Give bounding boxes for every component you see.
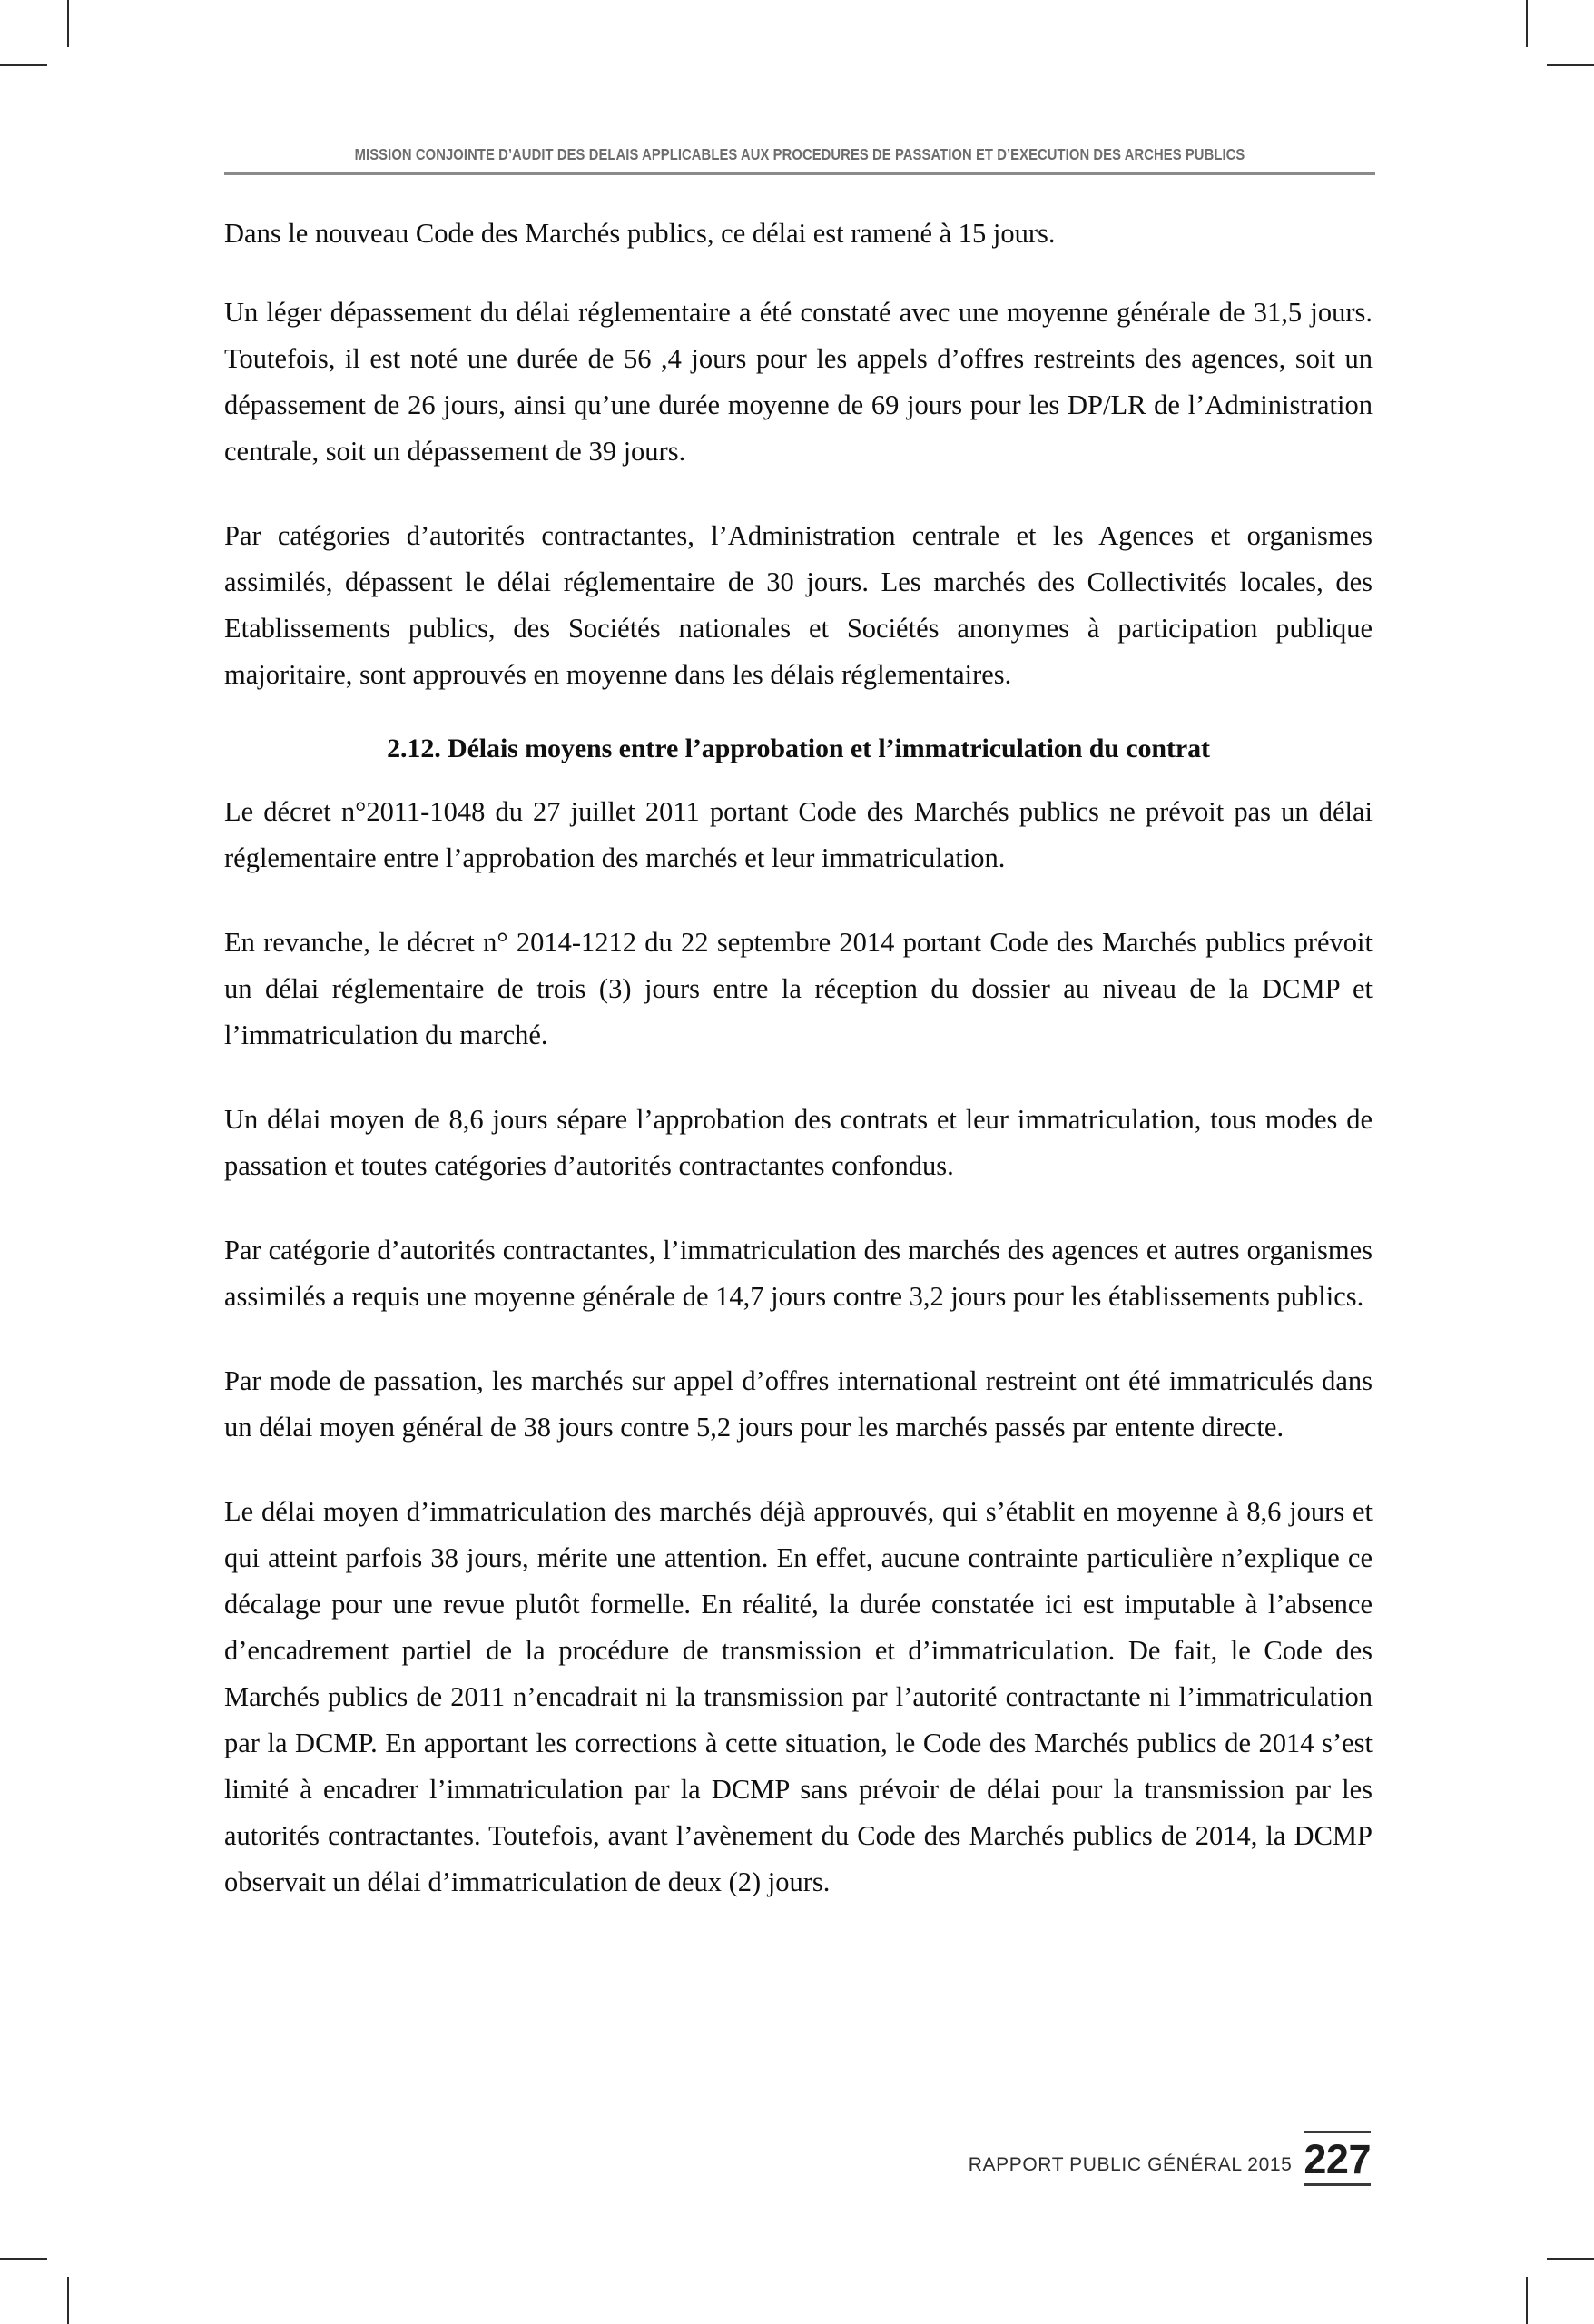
- running-header-text: MISSION CONJOINTE D’AUDIT DES DELAIS APPLICABLES AUX PROCEDURES DE PASSATION ET D’EXECUTION DES ARCHES PUBLICS: [354, 145, 1245, 163]
- crop-mark-top-left-horizontal: [0, 64, 47, 66]
- running-header: [224, 145, 1375, 175]
- paragraph-8: Par mode de passation, les marchés sur appel d’offres international restreint ont été immatriculés dans un délai moyen général de 38 jours contre 5,2 jours pour les marchés passés par entente directe.: [224, 1365, 1373, 1443]
- paragraph-3: Par catégories d’autorités contractantes, l’Administration centrale et les Agences et organismes assimilés, dépassent le délai réglementaire de 30 jours. Les marchés des Collectivités locales, des Etablissements publics, des Sociétés nationales et Sociétés anonymes à participation publique majoritaire, sont approuvés en moyenne dans les délais réglementaires.: [224, 520, 1373, 690]
- crop-mark-top-right-vertical: [1526, 0, 1528, 47]
- crop-mark-bottom-right-horizontal: [1547, 2258, 1594, 2260]
- crop-mark-bottom-left-vertical: [67, 2277, 69, 2324]
- footer-report-label: RAPPORT PUBLIC GÉNÉRAL 2015: [968, 2154, 1293, 2175]
- crop-mark-top-left-vertical: [67, 0, 69, 47]
- crop-mark-bottom-left-horizontal: [0, 2258, 47, 2260]
- paragraph-7: Par catégorie d’autorités contractantes, l’immatriculation des marchés des agences et autres organismes assimilés a requis une moyenne générale de 14,7 jours contre 3,2 jours pour les établissements publics.: [224, 1235, 1373, 1312]
- paragraph-2: Un léger dépassement du délai réglementaire a été constaté avec une moyenne générale de 31,5 jours. Toutefois, il est noté une durée de 56 ,4 jours pour les appels d’offres restreints des agences, soit un dépassement de 26 jours, ainsi qu’une durée moyenne de 69 jours pour les DP/LR de l’Administration centrale, soit un dépassement de 39 jours.: [224, 297, 1373, 467]
- paragraph-4: Le décret n°2011-1048 du 27 juillet 2011 portant Code des Marchés publics ne prévoit pas un délai réglementaire entre l’approbation des marchés et leur immatriculation.: [224, 796, 1373, 873]
- page-body: [224, 211, 1373, 1932]
- paragraph-9: Le délai moyen d’immatriculation des marchés déjà approuvés, qui s’établit en moyenne à 8,6 jours et qui atteint parfois 38 jours, mérite une attention. En effet, aucune contrainte particulière n’explique ce décalage pour une revue plutôt formelle. En réalité, la durée constatée ici est imputable à l’absence d’encadrement partiel de la procédure de transmission et d’immatriculation. De fait, le Code des Marchés publics de 2011 n’encadrait ni la transmission par l’autorité contractante ni l’immatriculation par la DCMP. En apportant les corrections à cette situation, le Code des Marchés publics de 2014 s’est limité à encadrer l’immatriculation par la DCMP sans prévoir de délai pour la transmission par les autorités contractantes. Toutefois, avant l’avènement du Code des Marchés publics de 2014, la DCMP observait un délai d’immatriculation de deux (2) jours.: [224, 1496, 1373, 1897]
- paragraph-6: Un délai moyen de 8,6 jours sépare l’approbation des contrats et leur immatriculation, tous modes de passation et toutes catégories d’autorités contractantes confondus.: [224, 1104, 1373, 1181]
- header-divider: [224, 172, 1375, 175]
- footer-page-number: 227: [1304, 2131, 1371, 2186]
- paragraph-1: Dans le nouveau Code des Marchés publics, ce délai est ramené à 15 jours.: [224, 218, 1056, 249]
- section-heading-2-12: 2.12. Délais moyens entre l’approbation et l’immatriculation du contrat: [387, 734, 1210, 763]
- crop-mark-bottom-right-vertical: [1526, 2277, 1528, 2324]
- crop-mark-top-right-horizontal: [1547, 64, 1594, 66]
- page-footer: [969, 2131, 1371, 2186]
- paragraph-5: En revanche, le décret n° 2014-1212 du 22 septembre 2014 portant Code des Marchés publics prévoit un délai réglementaire de trois (3) jours entre la réception du dossier au niveau de la DCMP et l’immatriculation du marché.: [224, 927, 1373, 1050]
